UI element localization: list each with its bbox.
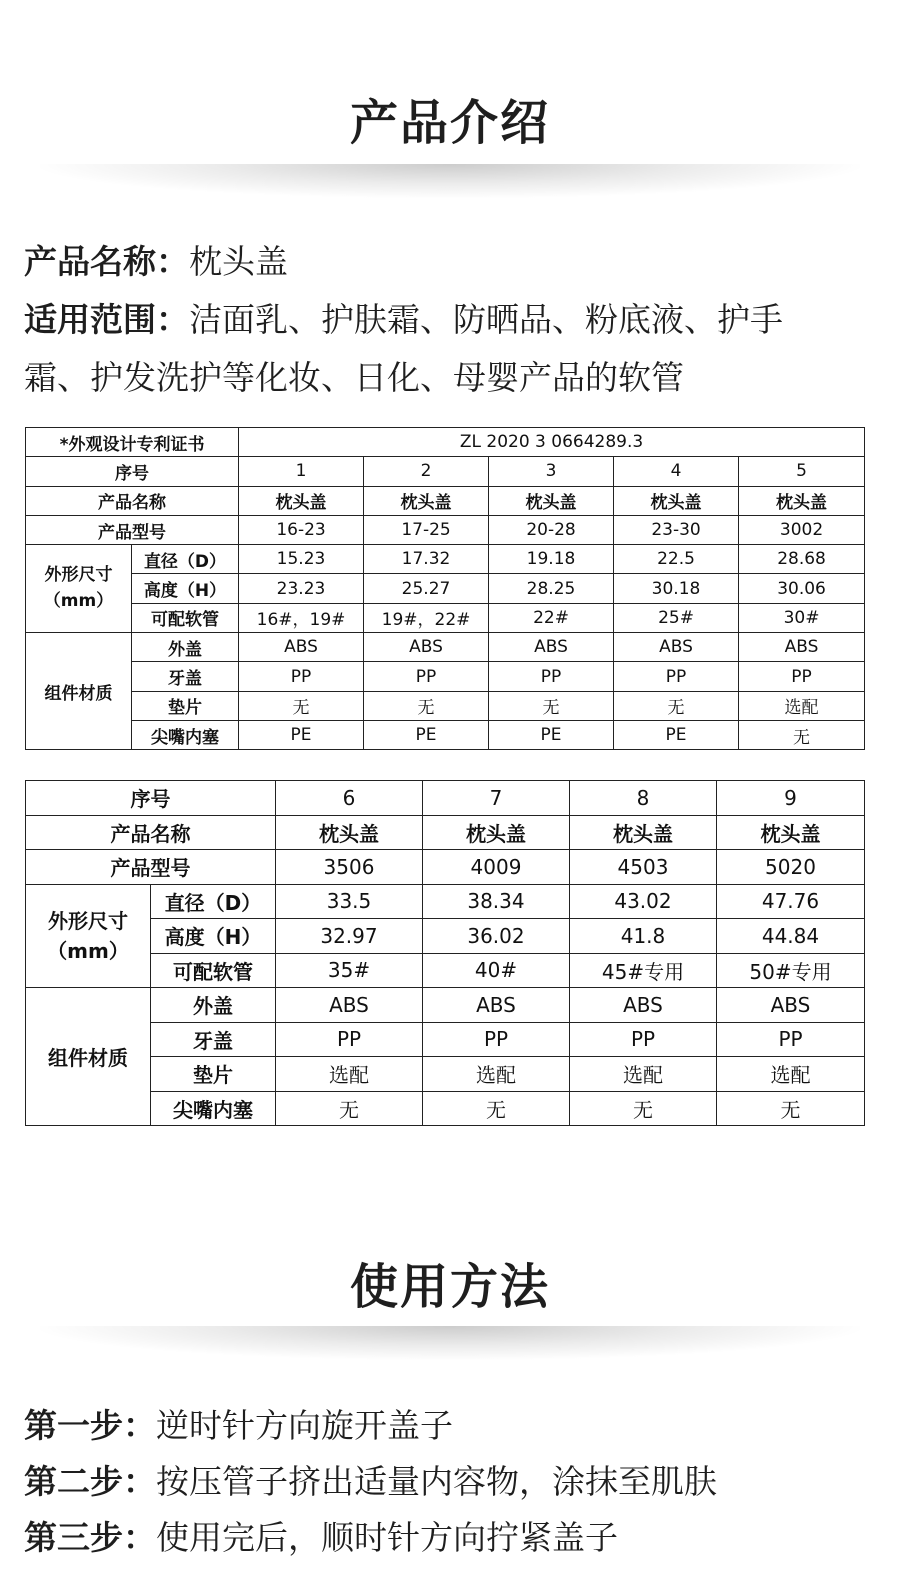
tube-cell: 40# <box>423 953 570 988</box>
tube-label-cell: 可配软管 <box>151 953 276 988</box>
nozzle-plug-cell: 无 <box>423 1091 570 1126</box>
height-label-cell: 高度（H） <box>132 574 239 603</box>
product-name-value: 枕头盖 <box>189 242 288 281</box>
dims-group-line1: 外形尺寸 <box>48 908 128 933</box>
table-row <box>26 720 865 749</box>
diameter-cell: 22.5 <box>614 545 739 574</box>
model-cell: 16-23 <box>239 515 364 544</box>
step-text: 逆时针方向旋开盖子 <box>156 1406 453 1445</box>
height-cell: 41.8 <box>570 919 717 954</box>
step-label: 第二步： <box>24 1462 156 1501</box>
intro-title: 产品介绍 <box>349 95 550 151</box>
seq-cell: 5 <box>739 457 865 486</box>
height-cell: 36.02 <box>423 919 570 954</box>
nozzle-plug-cell: 无 <box>570 1091 717 1126</box>
step-text: 使用完后，顺时针方向拧紧盖子 <box>156 1518 618 1557</box>
gasket-cell: 选配 <box>717 1057 865 1092</box>
dims-group-cell <box>26 884 151 988</box>
nozzle-plug-label-cell: 尖嘴内塞 <box>151 1091 276 1126</box>
nozzle-plug-cell: PE <box>614 720 739 749</box>
scope-line-2 <box>24 349 884 407</box>
outer-cap-cell: ABS <box>364 633 489 662</box>
dims-group-line2: （mm） <box>47 938 129 963</box>
nozzle-plug-cell: 无 <box>717 1091 865 1126</box>
diameter-cell: 47.76 <box>717 884 865 919</box>
product-name-cell: 枕头盖 <box>717 815 865 850</box>
nozzle-plug-label-cell: 尖嘴内塞 <box>132 720 239 749</box>
spec-table-1 <box>25 427 865 750</box>
seq-label-cell: 序号 <box>26 781 276 816</box>
product-name-line <box>24 233 884 291</box>
height-cell: 30.18 <box>614 574 739 603</box>
product-name-cell: 枕头盖 <box>739 486 865 515</box>
inner-cap-cell: PP <box>423 1022 570 1057</box>
gasket-cell: 选配 <box>423 1057 570 1092</box>
table-row <box>26 781 865 816</box>
tube-label-cell: 可配软管 <box>132 603 239 632</box>
model-cell: 5020 <box>717 850 865 885</box>
table-row <box>26 1091 865 1126</box>
gasket-cell: 选配 <box>276 1057 423 1092</box>
table-row <box>26 515 865 544</box>
dims-group-line2: （mm） <box>43 590 114 611</box>
model-cell: 20-28 <box>489 515 614 544</box>
model-label-cell: 产品型号 <box>26 515 239 544</box>
diameter-cell: 19.18 <box>489 545 614 574</box>
product-name-label-cell: 产品名称 <box>26 486 239 515</box>
tube-cell: 16#，19# <box>239 603 364 632</box>
gasket-label-cell: 垫片 <box>132 691 239 720</box>
height-cell: 44.84 <box>717 919 865 954</box>
scope-text-2: 霜、护发洗护等化妆、日化、母婴产品的软管 <box>24 358 684 397</box>
step-label: 第一步： <box>24 1406 156 1445</box>
step-1 <box>24 1402 884 1450</box>
table-row <box>26 633 865 662</box>
gasket-cell: 无 <box>364 691 489 720</box>
seq-cell: 3 <box>489 457 614 486</box>
product-name-cell: 枕头盖 <box>239 486 364 515</box>
step-3 <box>24 1514 884 1562</box>
scope-text-1: 洁面乳、护肤霜、防晒品、粉底液、护手 <box>189 300 783 339</box>
product-name-label: 产品名称： <box>24 242 189 281</box>
tube-cell: 19#，22# <box>364 603 489 632</box>
seq-cell: 7 <box>423 781 570 816</box>
product-name-cell: 枕头盖 <box>489 486 614 515</box>
product-name-cell: 枕头盖 <box>570 815 717 850</box>
nozzle-plug-cell: PE <box>239 720 364 749</box>
table-row <box>26 457 865 486</box>
usage-title-shadow <box>40 1326 860 1360</box>
diameter-cell: 43.02 <box>570 884 717 919</box>
outer-cap-label-cell: 外盖 <box>132 633 239 662</box>
seq-cell: 6 <box>276 781 423 816</box>
product-name-label-cell: 产品名称 <box>26 815 276 850</box>
intro-title-shadow <box>40 164 860 198</box>
diameter-cell: 15.23 <box>239 545 364 574</box>
patent-label-cell: *外观设计专利证书 <box>26 428 239 457</box>
inner-cap-cell: PP <box>276 1022 423 1057</box>
height-cell: 30.06 <box>739 574 865 603</box>
table-row <box>26 1057 865 1092</box>
spec-table-2 <box>25 780 865 1126</box>
gasket-label-cell: 垫片 <box>151 1057 276 1092</box>
seq-label-cell: 序号 <box>26 457 239 486</box>
inner-cap-cell: PP <box>614 662 739 691</box>
patent-number-cell: ZL 2020 3 0664289.3 <box>239 428 865 457</box>
table-row <box>26 545 865 574</box>
inner-cap-cell: PP <box>364 662 489 691</box>
diameter-cell: 38.34 <box>423 884 570 919</box>
model-cell: 3002 <box>739 515 865 544</box>
outer-cap-cell: ABS <box>614 633 739 662</box>
table-row <box>26 574 865 603</box>
table-row <box>26 815 865 850</box>
outer-cap-cell: ABS <box>276 988 423 1023</box>
step-text: 按压管子挤出适量内容物，涂抹至肌肤 <box>156 1462 717 1501</box>
scope-label: 适用范围： <box>24 300 189 339</box>
usage-title: 使用方法 <box>349 1259 550 1315</box>
height-cell: 25.27 <box>364 574 489 603</box>
tube-cell: 50#专用 <box>717 953 865 988</box>
table-row <box>26 1022 865 1057</box>
diameter-cell: 28.68 <box>739 545 865 574</box>
outer-cap-cell: ABS <box>423 988 570 1023</box>
table-row <box>26 603 865 632</box>
model-cell: 4009 <box>423 850 570 885</box>
tube-cell: 25# <box>614 603 739 632</box>
scope-line <box>24 291 884 349</box>
diameter-cell: 17.32 <box>364 545 489 574</box>
tube-cell: 35# <box>276 953 423 988</box>
material-group-cell: 组件材质 <box>26 988 151 1126</box>
nozzle-plug-cell: 无 <box>276 1091 423 1126</box>
nozzle-plug-cell: 无 <box>739 720 865 749</box>
gasket-cell: 无 <box>614 691 739 720</box>
gasket-cell: 无 <box>489 691 614 720</box>
inner-cap-cell: PP <box>489 662 614 691</box>
model-cell: 17-25 <box>364 515 489 544</box>
step-label: 第三步： <box>24 1518 156 1557</box>
model-cell: 3506 <box>276 850 423 885</box>
outer-cap-cell: ABS <box>739 633 865 662</box>
material-group-cell: 组件材质 <box>26 633 132 750</box>
inner-cap-label-cell: 牙盖 <box>132 662 239 691</box>
inner-cap-cell: PP <box>570 1022 717 1057</box>
gasket-cell: 选配 <box>739 691 865 720</box>
seq-cell: 1 <box>239 457 364 486</box>
nozzle-plug-cell: PE <box>489 720 614 749</box>
model-cell: 23-30 <box>614 515 739 544</box>
nozzle-plug-cell: PE <box>364 720 489 749</box>
table-row <box>26 662 865 691</box>
table-row <box>26 988 865 1023</box>
inner-cap-label-cell: 牙盖 <box>151 1022 276 1057</box>
table-row <box>26 850 865 885</box>
inner-cap-cell: PP <box>717 1022 865 1057</box>
dims-group-line1: 外形尺寸 <box>44 565 113 586</box>
outer-cap-label-cell: 外盖 <box>151 988 276 1023</box>
gasket-cell: 选配 <box>570 1057 717 1092</box>
dims-group-cell <box>26 545 132 633</box>
height-cell: 23.23 <box>239 574 364 603</box>
table-row <box>26 953 865 988</box>
seq-cell: 9 <box>717 781 865 816</box>
diameter-label-cell: 直径（D） <box>132 545 239 574</box>
model-cell: 4503 <box>570 850 717 885</box>
tube-cell: 30# <box>739 603 865 632</box>
tube-cell: 22# <box>489 603 614 632</box>
product-name-cell: 枕头盖 <box>364 486 489 515</box>
inner-cap-cell: PP <box>239 662 364 691</box>
table-row <box>26 884 865 919</box>
seq-cell: 4 <box>614 457 739 486</box>
gasket-cell: 无 <box>239 691 364 720</box>
height-label-cell: 高度（H） <box>151 919 276 954</box>
table-row <box>26 919 865 954</box>
outer-cap-cell: ABS <box>570 988 717 1023</box>
table-row <box>26 486 865 515</box>
outer-cap-cell: ABS <box>717 988 865 1023</box>
product-name-cell: 枕头盖 <box>276 815 423 850</box>
seq-cell: 8 <box>570 781 717 816</box>
table-row <box>26 691 865 720</box>
seq-cell: 2 <box>364 457 489 486</box>
height-cell: 28.25 <box>489 574 614 603</box>
step-2 <box>24 1458 884 1506</box>
product-name-cell: 枕头盖 <box>614 486 739 515</box>
height-cell: 32.97 <box>276 919 423 954</box>
model-label-cell: 产品型号 <box>26 850 276 885</box>
diameter-label-cell: 直径（D） <box>151 884 276 919</box>
tube-cell: 45#专用 <box>570 953 717 988</box>
outer-cap-cell: ABS <box>239 633 364 662</box>
table-row <box>26 428 865 457</box>
outer-cap-cell: ABS <box>489 633 614 662</box>
diameter-cell: 33.5 <box>276 884 423 919</box>
inner-cap-cell: PP <box>739 662 865 691</box>
product-name-cell: 枕头盖 <box>423 815 570 850</box>
